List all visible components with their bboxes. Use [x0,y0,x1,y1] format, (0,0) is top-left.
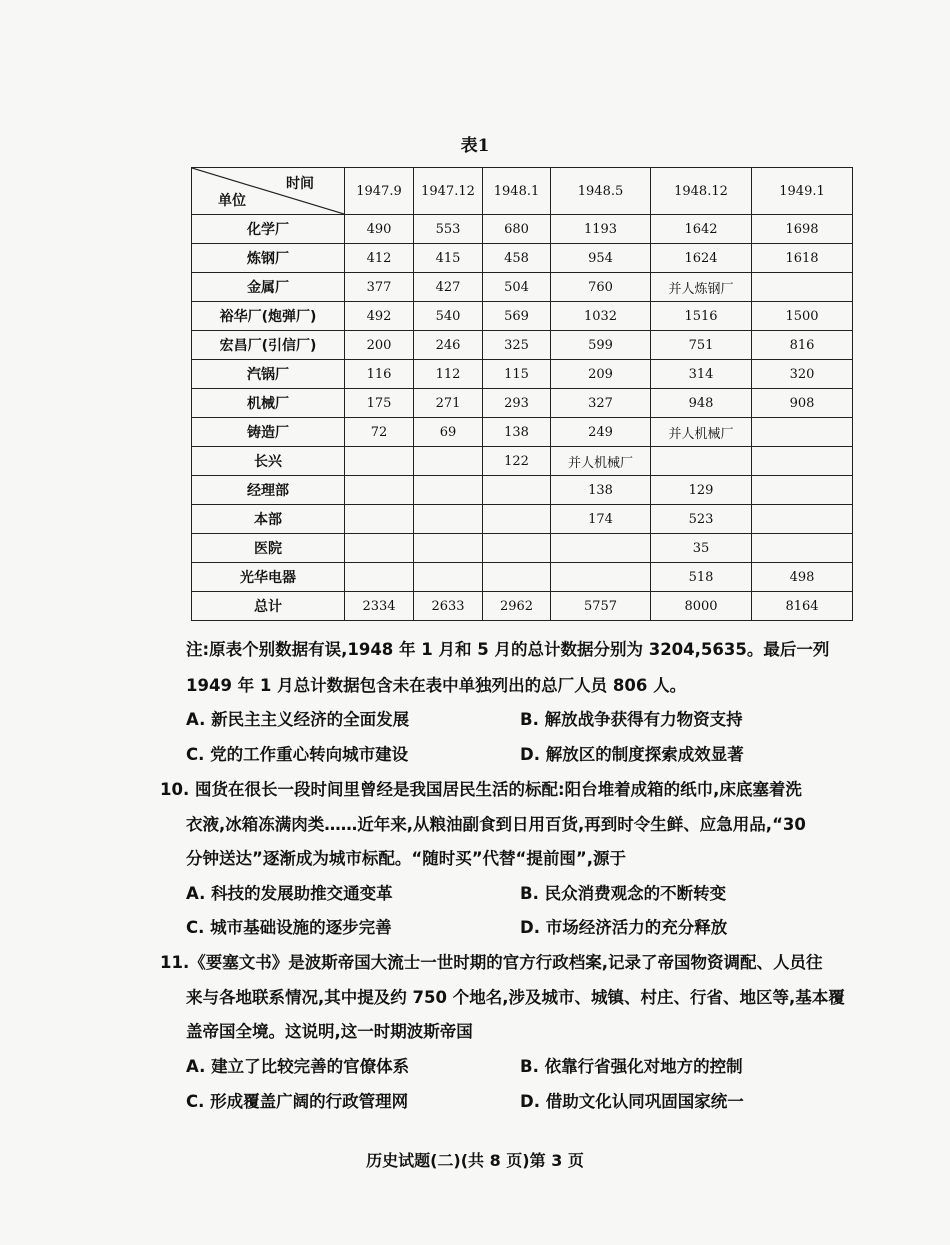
table-cell [414,534,483,563]
q11-option-b: B. 依靠行省强化对地方的控制 [520,1057,743,1076]
table-cell: 112 [414,360,483,389]
q9-option-d: D. 解放区的制度探索成效显著 [520,745,744,764]
table-cell: 72 [345,418,414,447]
table-cell: 138 [483,418,551,447]
q10-stem-line-3: 分钟送达”逐渐成为城市标配。“随时买”代替“提前囤”,源于 [186,849,626,868]
row-unit-label: 本部 [192,505,345,534]
table-cell: 518 [651,563,752,592]
table-cell: 并人机械厂 [551,447,651,476]
table-cell: 948 [651,389,752,418]
table-cell [345,563,414,592]
table-cell [752,505,853,534]
table-cell [345,534,414,563]
table-cell [483,563,551,592]
table-cell [414,476,483,505]
table-cell [752,534,853,563]
q10-option-b: B. 民众消费观念的不断转变 [520,884,727,903]
table-cell [752,273,853,302]
table-cell: 1624 [651,244,752,273]
table-cell: 751 [651,331,752,360]
table-cell: 553 [414,215,483,244]
table-cell [551,534,651,563]
table-cell: 246 [414,331,483,360]
column-header: 1949.1 [752,168,853,215]
table-cell: 412 [345,244,414,273]
row-unit-label: 汽锅厂 [192,360,345,389]
table-cell: 271 [414,389,483,418]
q9-option-c: C. 党的工作重心转向城市建设 [186,745,409,764]
table-cell: 760 [551,273,651,302]
page-footer: 历史试题(二)(共 8 页)第 3 页 [366,1151,584,1170]
table-cell: 2962 [483,592,551,621]
table-row [192,418,853,447]
table-cell: 523 [651,505,752,534]
table-cell [414,563,483,592]
table-cell: 599 [551,331,651,360]
table-cell: 954 [551,244,651,273]
table-cell: 5757 [551,592,651,621]
table-cell [752,447,853,476]
table-cell [414,447,483,476]
table-cell: 2334 [345,592,414,621]
table-cell: 2633 [414,592,483,621]
table-row [192,360,853,389]
table-cell: 314 [651,360,752,389]
q9-option-a: A. 新民主主义经济的全面发展 [186,710,410,729]
table-cell [345,447,414,476]
row-unit-label: 炼钢厂 [192,244,345,273]
table-cell: 325 [483,331,551,360]
row-unit-label: 经理部 [192,476,345,505]
q11-option-c: C. 形成覆盖广阔的行政管理网 [186,1092,409,1111]
table-cell: 1698 [752,215,853,244]
q11-stem-line-3: 盖帝国全境。这说明,这一时期波斯帝国 [186,1022,473,1041]
table-cell: 138 [551,476,651,505]
table-header-row [192,168,853,215]
table-corner-cell [192,168,345,215]
table-cell [345,476,414,505]
corner-time-label: 时间 [286,176,314,192]
table-cell: 1618 [752,244,853,273]
table-cell: 69 [414,418,483,447]
row-unit-label: 铸造厂 [192,418,345,447]
column-header: 1948.1 [483,168,551,215]
table-cell: 492 [345,302,414,331]
table-note-line-2: 1949 年 1 月总计数据包含未在表中单独列出的总厂人员 806 人。 [186,676,687,695]
table-cell: 908 [752,389,853,418]
table-cell [752,476,853,505]
column-header: 1947.12 [414,168,483,215]
table-cell: 175 [345,389,414,418]
table-cell: 200 [345,331,414,360]
table-cell: 540 [414,302,483,331]
table-cell: 680 [483,215,551,244]
row-unit-label: 长兴 [192,447,345,476]
table-cell [414,505,483,534]
corner-diagonal [192,168,344,214]
table-cell: 1642 [651,215,752,244]
q11-stem-line-1: 11.《要塞文书》是波斯帝国大流士一世时期的官方行政档案,记录了帝国物资调配、人员往 [160,953,823,972]
factory-staff-table [191,167,853,621]
table-row [192,592,853,621]
table-row [192,534,853,563]
table-cell: 115 [483,360,551,389]
table-cell: 8000 [651,592,752,621]
table-row [192,505,853,534]
table-row [192,563,853,592]
table-cell: 1516 [651,302,752,331]
table-cell: 249 [551,418,651,447]
row-unit-label: 化学厂 [192,215,345,244]
table-cell: 490 [345,215,414,244]
table-cell: 498 [752,563,853,592]
table-cell: 320 [752,360,853,389]
corner-unit-label: 单位 [218,193,246,209]
table-cell: 504 [483,273,551,302]
table-cell [345,505,414,534]
table-cell: 1032 [551,302,651,331]
table-row [192,331,853,360]
column-header: 1948.12 [651,168,752,215]
q10-option-d: D. 市场经济活力的充分释放 [520,918,728,937]
q11-stem-line-2: 来与各地联系情况,其中提及约 750 个地名,涉及城市、城镇、村庄、行省、地区等,基本覆 [186,988,845,1007]
table-cell: 122 [483,447,551,476]
table-cell: 1500 [752,302,853,331]
q11-option-d: D. 借助文化认同巩固国家统一 [520,1092,744,1111]
table-cell [483,476,551,505]
q10-option-a: A. 科技的发展助推交通变革 [186,884,393,903]
table-cell: 458 [483,244,551,273]
table-cell [551,563,651,592]
table-title: 表1 [460,136,490,156]
table-cell: 816 [752,331,853,360]
table-cell: 174 [551,505,651,534]
row-unit-label: 机械厂 [192,389,345,418]
q10-option-c: C. 城市基础设施的逐步完善 [186,918,392,937]
table-row [192,389,853,418]
table-cell: 129 [651,476,752,505]
table-cell: 并人机械厂 [651,418,752,447]
table-cell: 427 [414,273,483,302]
row-unit-label: 金属厂 [192,273,345,302]
table-row [192,273,853,302]
row-unit-label: 医院 [192,534,345,563]
q10-stem-line-2: 衣液,冰箱冻满肉类……近年来,从粮油副食到日用百货,再到时令生鲜、应急用品,“30 [186,815,806,834]
row-unit-label: 裕华厂(炮弹厂) [192,302,345,331]
q10-stem-line-1: 10. 囤货在很长一段时间里曾经是我国居民生活的标配:阳台堆着成箱的纸巾,床底塞着洗 [160,780,802,799]
table-cell: 116 [345,360,414,389]
table-cell [483,534,551,563]
table-row [192,302,853,331]
table-row [192,215,853,244]
table-row [192,476,853,505]
row-unit-label: 宏昌厂(引信厂) [192,331,345,360]
table-cell: 293 [483,389,551,418]
row-unit-label: 光华电器 [192,563,345,592]
table-cell [483,505,551,534]
q9-option-b: B. 解放战争获得有力物资支持 [520,710,743,729]
table-cell: 377 [345,273,414,302]
table-cell: 327 [551,389,651,418]
table-cell [651,447,752,476]
q11-option-a: A. 建立了比较完善的官僚体系 [186,1057,410,1076]
table-cell: 1193 [551,215,651,244]
table-row [192,244,853,273]
table-cell: 209 [551,360,651,389]
table-row [192,447,853,476]
table-cell [752,418,853,447]
table-cell: 并人炼钢厂 [651,273,752,302]
row-unit-label: 总计 [192,592,345,621]
table-cell: 415 [414,244,483,273]
table-cell: 569 [483,302,551,331]
table-cell: 35 [651,534,752,563]
column-header: 1948.5 [551,168,651,215]
table-cell: 8164 [752,592,853,621]
column-header: 1947.9 [345,168,414,215]
table-note-line-1: 注:原表个别数据有误,1948 年 1 月和 5 月的总计数据分别为 3204,5635。最后一列 [186,640,830,659]
